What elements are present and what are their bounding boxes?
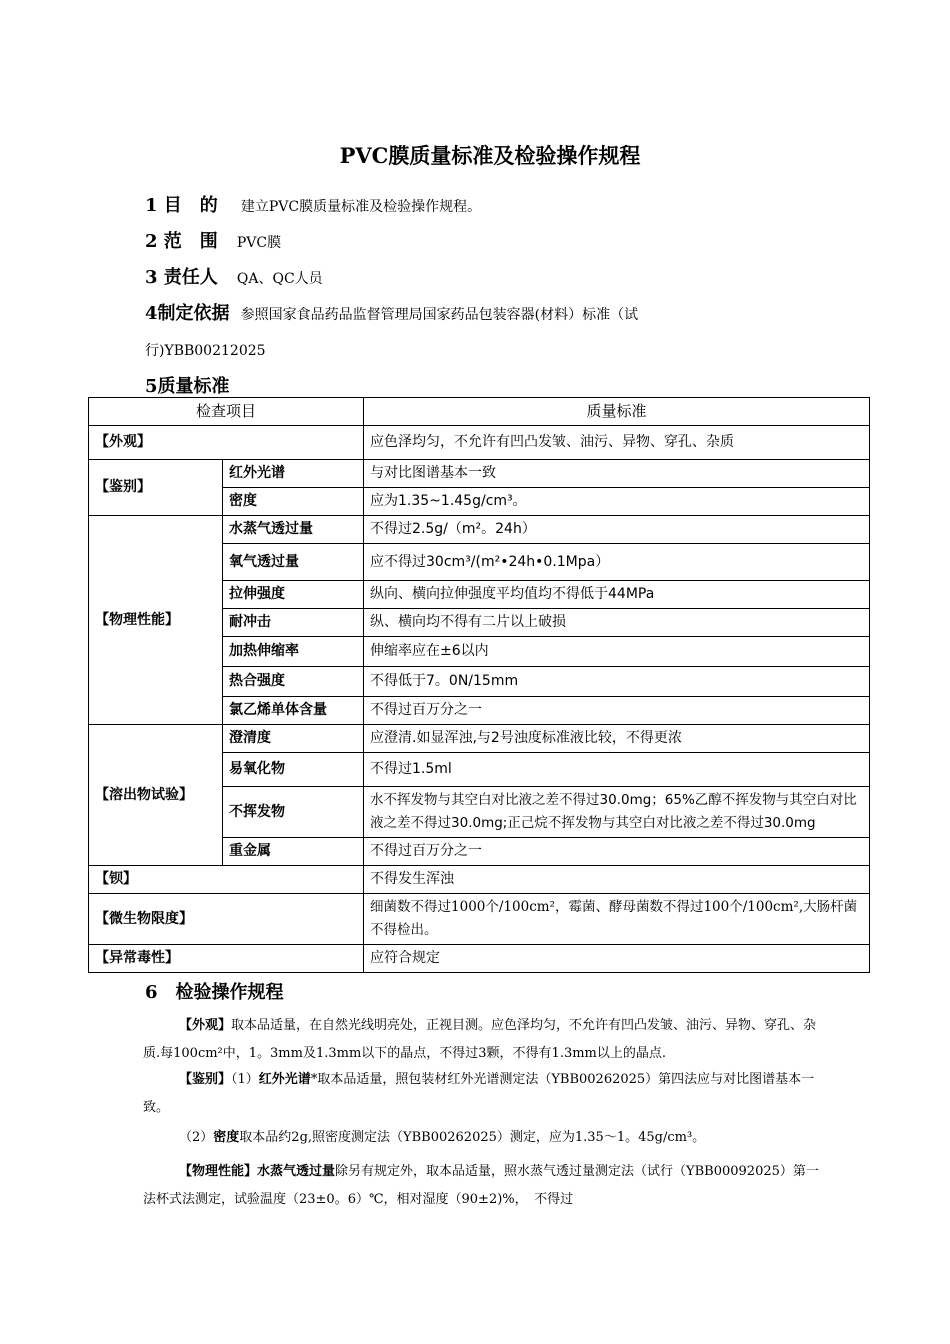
standard-cell: 应符合规定: [364, 945, 870, 973]
standard-cell: 不得低于7。0N/15mm: [364, 667, 870, 697]
procedure-sub-label: 水蒸气透过量: [257, 1164, 336, 1179]
item-cell: 密度: [223, 488, 364, 516]
item-cell: 易氧化物: [223, 753, 364, 787]
section-purpose: [145, 191, 481, 217]
standard-cell: 伸缩率应在±6以内: [364, 637, 870, 667]
category-cell: 【钡】: [89, 866, 364, 894]
page-title: PVC膜质量标准及检验操作规程: [339, 143, 641, 168]
procedure-text: （2）: [179, 1130, 214, 1145]
category-cell: 【外观】: [89, 426, 364, 460]
item-cell: 水蒸气透过量: [223, 516, 364, 544]
item-cell: 红外光谱: [223, 460, 364, 488]
section-scope: [145, 227, 281, 253]
table-row: [89, 460, 870, 488]
section-procedures: 6 检验操作规程: [145, 982, 284, 1003]
table-row: [89, 426, 870, 460]
procedure-text: 取本品适量，在自然光线明亮处，正视目测。应色泽均匀，不允许有凹凸发皱、油污、异物、穿孔、杂质.每100cm²中，1。3mm及1.3mm以下的晶点，不得过3颗，不得有1.3mm以上的晶点.: [143, 1018, 817, 1061]
standard-cell: 纵向、横向拉伸强度平均值均不得低于44MPa: [364, 581, 870, 609]
standard-cell: 水不挥发物与其空白对比液之差不得过30.0mg；65%乙醇不挥发物与其空白对比液之差不得过30.0mg;正己烷不挥发物与其空白对比液之差不得过30.0mg: [364, 787, 870, 838]
procedure-text: 除另有规定外，取本品适量，照水蒸气透过量测定法（试行（YBB00092025）第一法杯式法测定，试验温度（23±0。6）℃，相对湿度（90±2)%， 不得过: [143, 1164, 819, 1207]
item-cell: 不挥发物: [223, 787, 364, 838]
category-cell: 【溶出物试验】: [89, 725, 223, 866]
table-row: [89, 866, 870, 894]
standard-cell: 应澄清.如显浑浊,与2号浊度标准液比较，不得更浓: [364, 725, 870, 753]
procedure-label: 【外观】: [179, 1018, 232, 1033]
table-header-row: [89, 398, 870, 426]
header-item: 检查项目: [89, 398, 364, 426]
table-row: [89, 894, 870, 945]
section-label: 2 范 围: [145, 231, 218, 252]
standard-cell: 不得过百万分之一: [364, 697, 870, 725]
header-standard: 质量标准: [364, 398, 870, 426]
standard-cell: 不得过2.5g/（m²。24h）: [364, 516, 870, 544]
section-quality-standard: 5质量标准: [145, 376, 230, 397]
item-cell: 加热伸缩率: [223, 637, 364, 667]
item-cell: 澄清度: [223, 725, 364, 753]
item-cell: 重金属: [223, 838, 364, 866]
section-text: QA、QC人员: [236, 271, 323, 287]
section-label: 4制定依据: [145, 303, 230, 324]
section-label: 3 责任人: [145, 267, 218, 288]
section-text: 参照国家食品药品监督管理局国家药品包装容器(材料）标准（试: [240, 307, 639, 323]
section-text: PVC膜: [236, 235, 282, 251]
procedure-text: （1）: [231, 1072, 259, 1087]
item-cell: 拉伸强度: [223, 581, 364, 609]
table-row: [89, 516, 870, 544]
standard-cell: 不得过1.5ml: [364, 753, 870, 787]
standard-cell: 不得发生浑浊: [364, 866, 870, 894]
standard-cell: 应不得过30cm³/(m²•24h•0.1Mpa）: [364, 544, 870, 581]
item-cell: 氯乙烯单体含量: [223, 697, 364, 725]
quality-standard-table: [88, 397, 870, 973]
section-responsible: [145, 263, 323, 289]
procedure-identification: [143, 1066, 823, 1122]
section-basis-cont: 行)YBB00212025: [145, 343, 266, 359]
procedure-sub-label: 红外光谱: [258, 1072, 311, 1087]
category-cell: 【微生物限度】: [89, 894, 364, 945]
procedure-text: 取本品约2g,照密度测定法（YBB00262025）测定，应为1.35～1。45g/cm³。: [239, 1130, 706, 1145]
item-cell: 耐冲击: [223, 609, 364, 637]
standard-cell: 应为1.35~1.45g/cm³。: [364, 488, 870, 516]
standard-cell: 不得过百万分之一: [364, 838, 870, 866]
procedure-density: [143, 1124, 823, 1152]
section-text: 建立PVC膜质量标准及检验操作规程。: [240, 199, 482, 215]
table-row: [89, 725, 870, 753]
procedure-physical: [143, 1158, 823, 1214]
standard-cell: 应色泽均匀，不允许有凹凸发皱、油污、异物、穿孔、杂质: [364, 426, 870, 460]
table-row: [89, 945, 870, 973]
standard-cell: 细菌数不得过1000个/100cm²，霉菌、酵母菌数不得过100个/100cm²,大肠杆菌不得检出。: [364, 894, 870, 945]
item-cell: 氧气透过量: [223, 544, 364, 581]
category-cell: 【物理性能】: [89, 516, 223, 725]
procedure-text: *取本品适量，照包装材红外光谱测定法（YBB00262025）第四法应与对比图谱基本一致。: [143, 1072, 815, 1115]
item-cell: 热合强度: [223, 667, 364, 697]
procedure-label: 【鉴别】: [179, 1072, 232, 1087]
section-label: 1 目 的: [145, 195, 218, 216]
standard-cell: 与对比图谱基本一致: [364, 460, 870, 488]
section-basis: [145, 299, 638, 325]
category-cell: 【鉴别】: [89, 460, 223, 516]
standard-cell: 纵、横向均不得有二片以上破损: [364, 609, 870, 637]
procedure-appearance: [143, 1012, 823, 1068]
category-cell: 【异常毒性】: [89, 945, 364, 973]
procedure-sub-label: 密度: [213, 1130, 240, 1145]
procedure-label: 【物理性能】: [179, 1164, 258, 1179]
